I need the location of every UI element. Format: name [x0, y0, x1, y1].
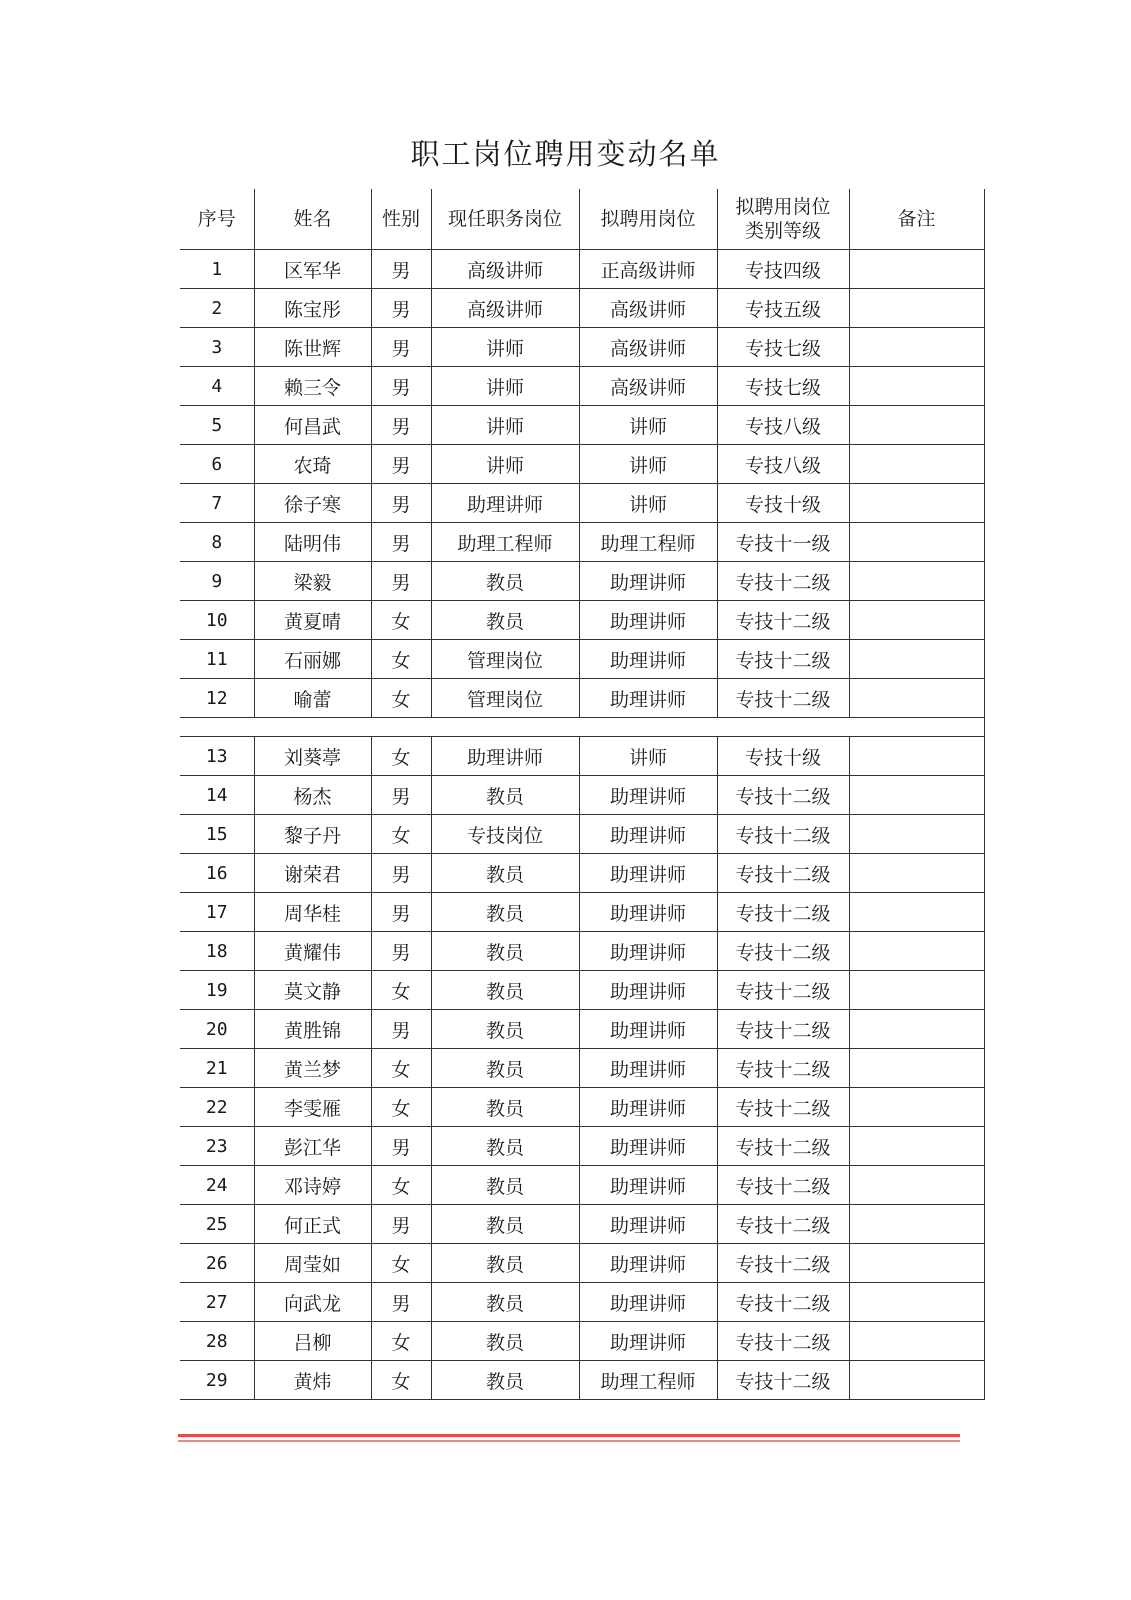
cell-note — [849, 815, 984, 854]
page-title: 职工岗位聘用变动名单 — [410, 137, 721, 171]
cell-current-post: 讲师 — [431, 367, 579, 406]
cell-seq: 4 — [180, 367, 254, 406]
cell-name: 黄炜 — [254, 1361, 371, 1400]
staff-table — [180, 189, 985, 1400]
cell-name: 周华桂 — [254, 893, 371, 932]
cell-gender: 女 — [371, 737, 431, 776]
cell-seq: 16 — [180, 854, 254, 893]
cell-note — [849, 1205, 984, 1244]
cell-current-post: 教员 — [431, 1205, 579, 1244]
cell-note — [849, 1244, 984, 1283]
cell-seq: 27 — [180, 1283, 254, 1322]
header-seq: 序号 — [180, 189, 254, 250]
cell-gender: 男 — [371, 523, 431, 562]
cell-proposed-post: 助理讲师 — [579, 854, 717, 893]
cell-current-post: 教员 — [431, 1244, 579, 1283]
table-row — [180, 523, 984, 562]
cell-name: 杨杰 — [254, 776, 371, 815]
cell-name: 徐子寒 — [254, 484, 371, 523]
header-row — [180, 189, 984, 250]
footer-rule — [178, 1434, 960, 1437]
gap-cell — [180, 718, 984, 737]
cell-proposed-post: 高级讲师 — [579, 367, 717, 406]
cell-note — [849, 562, 984, 601]
cell-note — [849, 971, 984, 1010]
cell-gender: 女 — [371, 1361, 431, 1400]
cell-name: 莫文静 — [254, 971, 371, 1010]
cell-proposed-post: 助理讲师 — [579, 1244, 717, 1283]
cell-proposed-post: 高级讲师 — [579, 289, 717, 328]
cell-name: 黄胜锦 — [254, 1010, 371, 1049]
cell-current-post: 讲师 — [431, 445, 579, 484]
cell-seq: 13 — [180, 737, 254, 776]
cell-note — [849, 484, 984, 523]
cell-proposed-post: 高级讲师 — [579, 328, 717, 367]
cell-level: 专技十二级 — [717, 679, 849, 718]
cell-level: 专技十二级 — [717, 815, 849, 854]
cell-level: 专技十二级 — [717, 971, 849, 1010]
cell-level: 专技十二级 — [717, 1244, 849, 1283]
table-row — [180, 640, 984, 679]
cell-note — [849, 776, 984, 815]
cell-name: 黄兰梦 — [254, 1049, 371, 1088]
cell-note — [849, 679, 984, 718]
cell-current-post: 教员 — [431, 601, 579, 640]
cell-seq: 2 — [180, 289, 254, 328]
cell-current-post: 高级讲师 — [431, 250, 579, 289]
cell-note — [849, 893, 984, 932]
cell-name: 赖三令 — [254, 367, 371, 406]
cell-current-post: 助理工程师 — [431, 523, 579, 562]
cell-gender: 男 — [371, 932, 431, 971]
cell-note — [849, 737, 984, 776]
table-row — [180, 1283, 984, 1322]
cell-current-post: 教员 — [431, 1361, 579, 1400]
cell-current-post: 教员 — [431, 893, 579, 932]
cell-current-post: 管理岗位 — [431, 640, 579, 679]
cell-level: 专技十二级 — [717, 562, 849, 601]
cell-current-post: 专技岗位 — [431, 815, 579, 854]
cell-seq: 11 — [180, 640, 254, 679]
cell-note — [849, 1088, 984, 1127]
table-row — [180, 971, 984, 1010]
cell-current-post: 讲师 — [431, 406, 579, 445]
cell-gender: 女 — [371, 971, 431, 1010]
cell-gender: 男 — [371, 367, 431, 406]
table-row — [180, 854, 984, 893]
cell-note — [849, 289, 984, 328]
cell-current-post: 教员 — [431, 971, 579, 1010]
cell-seq: 19 — [180, 971, 254, 1010]
cell-proposed-post: 助理讲师 — [579, 1088, 717, 1127]
cell-proposed-post: 助理讲师 — [579, 1322, 717, 1361]
cell-name: 黄耀伟 — [254, 932, 371, 971]
cell-seq: 21 — [180, 1049, 254, 1088]
cell-gender: 女 — [371, 1088, 431, 1127]
cell-level: 专技八级 — [717, 406, 849, 445]
table-gap — [180, 718, 984, 737]
cell-seq: 29 — [180, 1361, 254, 1400]
cell-current-post: 教员 — [431, 854, 579, 893]
cell-current-post: 教员 — [431, 1010, 579, 1049]
cell-seq: 9 — [180, 562, 254, 601]
table-row — [180, 776, 984, 815]
cell-note — [849, 601, 984, 640]
cell-gender: 男 — [371, 854, 431, 893]
cell-name: 区军华 — [254, 250, 371, 289]
cell-gender: 女 — [371, 640, 431, 679]
cell-seq: 6 — [180, 445, 254, 484]
cell-current-post: 助理讲师 — [431, 737, 579, 776]
table-row — [180, 1010, 984, 1049]
cell-gender: 女 — [371, 815, 431, 854]
cell-name: 喻蕾 — [254, 679, 371, 718]
header-level-line1: 拟聘用岗位 — [735, 196, 831, 218]
cell-proposed-post: 助理讲师 — [579, 679, 717, 718]
cell-level: 专技十级 — [717, 484, 849, 523]
cell-gender: 男 — [371, 406, 431, 445]
cell-level: 专技十二级 — [717, 1010, 849, 1049]
cell-current-post: 教员 — [431, 776, 579, 815]
cell-note — [849, 1010, 984, 1049]
cell-note — [849, 1361, 984, 1400]
cell-level: 专技四级 — [717, 250, 849, 289]
header-level-line2: 类别等级 — [744, 220, 821, 242]
cell-gender: 男 — [371, 1283, 431, 1322]
cell-gender: 女 — [371, 1166, 431, 1205]
table-row — [180, 679, 984, 718]
cell-gender: 男 — [371, 445, 431, 484]
cell-level: 专技七级 — [717, 367, 849, 406]
cell-note — [849, 367, 984, 406]
table-row — [180, 932, 984, 971]
cell-note — [849, 1166, 984, 1205]
cell-current-post: 教员 — [431, 1283, 579, 1322]
table-row — [180, 1049, 984, 1088]
cell-level: 专技十二级 — [717, 1283, 849, 1322]
table-row — [180, 737, 984, 776]
header-proposed-post: 拟聘用岗位 — [579, 189, 717, 250]
cell-proposed-post: 助理讲师 — [579, 1166, 717, 1205]
header-current-post: 现任职务岗位 — [431, 189, 579, 250]
table-row — [180, 250, 984, 289]
cell-current-post: 讲师 — [431, 328, 579, 367]
table-row — [180, 1127, 984, 1166]
table-row — [180, 562, 984, 601]
cell-current-post: 管理岗位 — [431, 679, 579, 718]
cell-note — [849, 445, 984, 484]
cell-current-post: 教员 — [431, 562, 579, 601]
cell-name: 刘葵葶 — [254, 737, 371, 776]
cell-gender: 男 — [371, 562, 431, 601]
cell-note — [849, 523, 984, 562]
cell-name: 谢荣君 — [254, 854, 371, 893]
table-row — [180, 367, 984, 406]
cell-level: 专技十二级 — [717, 1088, 849, 1127]
cell-name: 吕柳 — [254, 1322, 371, 1361]
cell-seq: 28 — [180, 1322, 254, 1361]
cell-note — [849, 1049, 984, 1088]
cell-proposed-post: 助理讲师 — [579, 640, 717, 679]
cell-gender: 女 — [371, 1322, 431, 1361]
cell-proposed-post: 助理工程师 — [579, 1361, 717, 1400]
cell-gender: 男 — [371, 250, 431, 289]
cell-seq: 17 — [180, 893, 254, 932]
cell-name: 陈宝彤 — [254, 289, 371, 328]
cell-note — [849, 1283, 984, 1322]
cell-current-post: 高级讲师 — [431, 289, 579, 328]
cell-level: 专技十二级 — [717, 932, 849, 971]
cell-proposed-post: 助理讲师 — [579, 562, 717, 601]
cell-gender: 男 — [371, 1010, 431, 1049]
cell-note — [849, 640, 984, 679]
cell-gender: 男 — [371, 893, 431, 932]
cell-note — [849, 250, 984, 289]
cell-proposed-post: 助理讲师 — [579, 601, 717, 640]
cell-level: 专技十二级 — [717, 1205, 849, 1244]
gap-row — [180, 718, 984, 737]
cell-level: 专技十二级 — [717, 1127, 849, 1166]
cell-seq: 25 — [180, 1205, 254, 1244]
table-row — [180, 1322, 984, 1361]
table-body-group-1 — [180, 250, 984, 718]
cell-seq: 1 — [180, 250, 254, 289]
cell-proposed-post: 助理讲师 — [579, 815, 717, 854]
header-level — [717, 189, 849, 250]
cell-level: 专技十二级 — [717, 1361, 849, 1400]
cell-level: 专技十一级 — [717, 523, 849, 562]
table-row — [180, 815, 984, 854]
cell-name: 何昌武 — [254, 406, 371, 445]
cell-note — [849, 854, 984, 893]
table-row — [180, 445, 984, 484]
cell-gender: 男 — [371, 1127, 431, 1166]
cell-current-post: 教员 — [431, 1088, 579, 1127]
cell-proposed-post: 助理讲师 — [579, 971, 717, 1010]
cell-level: 专技十二级 — [717, 1322, 849, 1361]
cell-level: 专技十二级 — [717, 1166, 849, 1205]
table-row — [180, 328, 984, 367]
cell-seq: 5 — [180, 406, 254, 445]
cell-note — [849, 932, 984, 971]
table-row — [180, 601, 984, 640]
cell-name: 彭江华 — [254, 1127, 371, 1166]
cell-name: 周莹如 — [254, 1244, 371, 1283]
cell-seq: 26 — [180, 1244, 254, 1283]
cell-level: 专技十二级 — [717, 776, 849, 815]
table-row — [180, 1205, 984, 1244]
cell-proposed-post: 助理讲师 — [579, 893, 717, 932]
header-gender: 性别 — [371, 189, 431, 250]
cell-level: 专技十二级 — [717, 601, 849, 640]
cell-seq: 22 — [180, 1088, 254, 1127]
cell-level: 专技十二级 — [717, 893, 849, 932]
cell-gender: 男 — [371, 289, 431, 328]
table-row — [180, 289, 984, 328]
cell-current-post: 教员 — [431, 1166, 579, 1205]
cell-name: 石丽娜 — [254, 640, 371, 679]
cell-seq: 8 — [180, 523, 254, 562]
cell-name: 黄夏晴 — [254, 601, 371, 640]
cell-proposed-post: 正高级讲师 — [579, 250, 717, 289]
cell-name: 陈世辉 — [254, 328, 371, 367]
table-row — [180, 1088, 984, 1127]
cell-seq: 3 — [180, 328, 254, 367]
table-row — [180, 406, 984, 445]
cell-seq: 15 — [180, 815, 254, 854]
footer-rule-secondary — [178, 1440, 960, 1442]
cell-name: 李雯雁 — [254, 1088, 371, 1127]
table-row — [180, 1244, 984, 1283]
cell-gender: 男 — [371, 776, 431, 815]
cell-current-post: 助理讲师 — [431, 484, 579, 523]
cell-proposed-post: 助理工程师 — [579, 523, 717, 562]
header-name: 姓名 — [254, 189, 371, 250]
cell-level: 专技五级 — [717, 289, 849, 328]
cell-proposed-post: 讲师 — [579, 445, 717, 484]
cell-gender: 男 — [371, 328, 431, 367]
cell-current-post: 教员 — [431, 1322, 579, 1361]
cell-name: 梁毅 — [254, 562, 371, 601]
cell-gender: 女 — [371, 1244, 431, 1283]
cell-name: 农琦 — [254, 445, 371, 484]
cell-note — [849, 328, 984, 367]
cell-gender: 女 — [371, 1049, 431, 1088]
cell-level: 专技十二级 — [717, 854, 849, 893]
table-row — [180, 893, 984, 932]
cell-note — [849, 1127, 984, 1166]
cell-level: 专技十级 — [717, 737, 849, 776]
cell-proposed-post: 助理讲师 — [579, 1205, 717, 1244]
cell-proposed-post: 助理讲师 — [579, 1127, 717, 1166]
cell-name: 向武龙 — [254, 1283, 371, 1322]
cell-seq: 23 — [180, 1127, 254, 1166]
cell-name: 何正式 — [254, 1205, 371, 1244]
cell-proposed-post: 讲师 — [579, 406, 717, 445]
header-note: 备注 — [849, 189, 984, 250]
cell-level: 专技十二级 — [717, 1049, 849, 1088]
cell-note — [849, 1322, 984, 1361]
cell-level: 专技八级 — [717, 445, 849, 484]
cell-current-post: 教员 — [431, 1127, 579, 1166]
cell-name: 黎子丹 — [254, 815, 371, 854]
cell-seq: 7 — [180, 484, 254, 523]
cell-gender: 男 — [371, 484, 431, 523]
cell-seq: 10 — [180, 601, 254, 640]
cell-seq: 24 — [180, 1166, 254, 1205]
cell-seq: 14 — [180, 776, 254, 815]
cell-level: 专技七级 — [717, 328, 849, 367]
table-row — [180, 1361, 984, 1400]
cell-proposed-post: 助理讲师 — [579, 1283, 717, 1322]
cell-seq: 20 — [180, 1010, 254, 1049]
cell-seq: 12 — [180, 679, 254, 718]
cell-seq: 18 — [180, 932, 254, 971]
cell-gender: 女 — [371, 679, 431, 718]
cell-gender: 男 — [371, 1205, 431, 1244]
cell-proposed-post: 助理讲师 — [579, 776, 717, 815]
cell-level: 专技十二级 — [717, 640, 849, 679]
cell-current-post: 教员 — [431, 932, 579, 971]
table-body-group-2 — [180, 737, 984, 1400]
table-row — [180, 484, 984, 523]
cell-current-post: 教员 — [431, 1049, 579, 1088]
cell-proposed-post: 助理讲师 — [579, 1049, 717, 1088]
cell-proposed-post: 讲师 — [579, 484, 717, 523]
cell-proposed-post: 助理讲师 — [579, 932, 717, 971]
cell-gender: 女 — [371, 601, 431, 640]
table-row — [180, 1166, 984, 1205]
cell-proposed-post: 助理讲师 — [579, 1010, 717, 1049]
cell-proposed-post: 讲师 — [579, 737, 717, 776]
cell-note — [849, 406, 984, 445]
cell-name: 陆明伟 — [254, 523, 371, 562]
cell-name: 邓诗婷 — [254, 1166, 371, 1205]
